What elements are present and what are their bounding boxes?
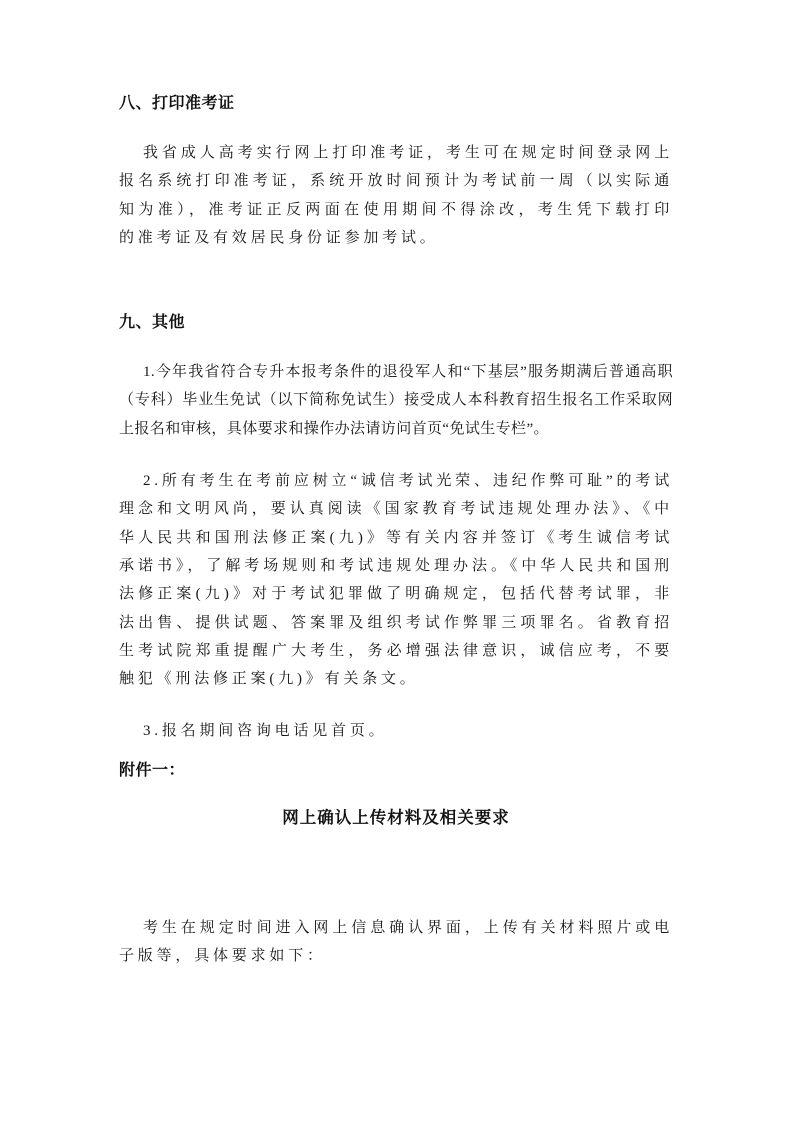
section-8-heading: 八、打印准考证 [119,95,235,112]
section-9-item-1: 1.今年我省符合专升本报考条件的退役军人和“下基层”服务期满后普通高职（专科）毕业生免试（以下简称免试生）接受成人本科教育招生报名工作采取网上报名和审核，具体要求和操作办法请访问首页“免试生专栏”。 [119,364,673,437]
attachment-intro-paragraph: 考生在规定时间进入网上信息确认界面，上传有关材料照片或电子版等，具体要求如下： [119,919,673,965]
section-9-heading: 九、其他 [119,314,186,332]
attachment-title: 网上确认上传材料及相关要求 [282,808,510,827]
section-8-paragraph: 我省成人高考实行网上打印准考证，考生可在规定时间登录网上报名系统打印准考证，系统开放时间预计为考试前一周（以实际通知为准），准考证正反两面在使用期间不得涂改，考生凭下载打印的准考证及有效居民身份证参加考试。 [119,145,673,246]
section-9-item-2: 2.所有考生在考前应树立“诚信考试光荣、违纪作弊可耻”的考试理念和文明风尚，要认真阅读《国家教育考试违规处理办法》、《中华人民共和国刑法修正案(九)》等有关内容并签订《考生诚信考试承诺书》，了解考场规则和考试违规处理办法。《中华人民共和国刑法修正案(九)》对于考试犯罪做了明确规定，包括代替考试罪，非法出售、提供试题、答案罪及组织考试作弊罪三项罪名。省教育招生考试院郑重提醒广大考生，务必增强法律意识，诚信应考，不要触犯《刑法修正案(九)》有关条文。 [119,473,673,688]
attachment-label: 附件一： [119,761,186,779]
section-9-item-3: 3.报名期间咨询电话见首页。 [143,723,388,740]
